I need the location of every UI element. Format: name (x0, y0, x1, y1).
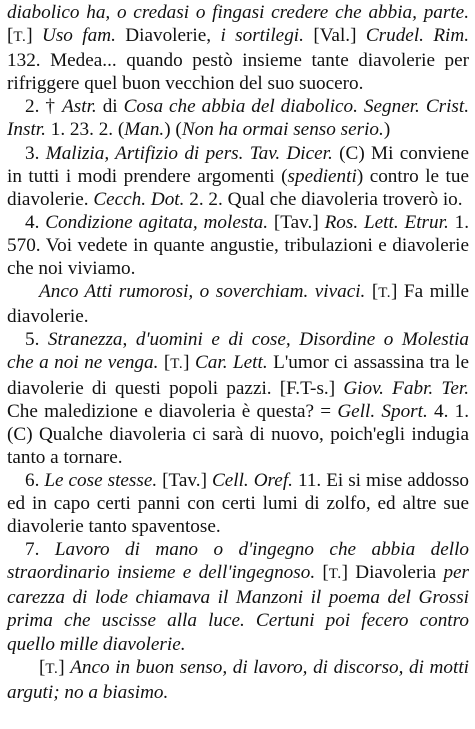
text-segment: Diavolerie, (125, 25, 212, 47)
text-segment: Lavoro di mano o d'ingegno che abbia dello straordinario insieme e dell'ingegnoso. (7, 539, 470, 584)
source-tag: T. (45, 660, 59, 677)
sense-number: 2. † (25, 96, 63, 118)
source-tag: [Val.] (313, 25, 357, 47)
citation: Gell. Sport. (337, 400, 428, 422)
citation: Crudel. Rim. (365, 25, 470, 47)
text-segment: diabolico ha, o credasi o fingasi credere che abbia, parte. (7, 2, 469, 23)
source-tag: T. (378, 285, 392, 302)
text-segment: 11. Ei si mise addosso ed in capo certi panni con certi lumi di zolfo, ed altre sue diavolerie tanto spaventose. (7, 469, 470, 538)
text-segment: [ (315, 562, 329, 584)
sense-4-sub (7, 280, 469, 328)
sense-number: 3. (25, 142, 46, 164)
text-segment: ] (183, 352, 195, 374)
sense-7 (7, 538, 469, 655)
sense-6 (7, 469, 469, 538)
text-segment: spedienti (287, 165, 357, 187)
text-segment: (C) Mi conviene in tutti i modi prendere argomenti ( (7, 142, 469, 187)
text-segment: ) (383, 119, 391, 141)
source-tag: T. (170, 356, 184, 373)
citation: Car. Lett. (194, 352, 268, 374)
source-tag: T. (328, 566, 342, 583)
text-segment: [ (158, 352, 171, 374)
text-segment: Che maledizione e diavoleria è questa? = (7, 400, 338, 422)
citation: Ros. Lett. Etrur. (324, 211, 449, 233)
text-segment: , (122, 329, 136, 351)
text-segment: Uso fam. (41, 25, 116, 47)
text-segment: [Tav.] (157, 469, 212, 491)
sense-number: 6. (25, 469, 45, 491)
source-tag: T. (13, 29, 27, 46)
text-segment: Le cose stesse. (44, 469, 158, 491)
citation: Cecch. Dot. (93, 188, 185, 210)
text-segment: 1. 570. Voi vedete in quante angustie, tribulazioni e diavolerie che noi viviamo. (7, 211, 469, 280)
text-segment: ] (58, 656, 71, 678)
sense-number: 4. (25, 211, 46, 233)
text-segment: ] Fa mille diavolerie. (7, 281, 470, 328)
sense-3 (7, 142, 469, 211)
text-segment: Anco in buon senso, di lavoro, di discorso, di motti arguti; no a biasimo. (7, 656, 469, 703)
text-segment: 1. 23. 2. ( (45, 119, 125, 141)
entry-continuation (7, 1, 469, 95)
text-segment: ) contro le tue diavolerie. (7, 165, 469, 210)
text-segment: Condizione agitata, molesta. (45, 211, 269, 233)
bracket: [ (7, 25, 14, 47)
bracket: [ (39, 656, 46, 678)
text-segment: ] Diavoleria (341, 562, 444, 584)
text-segment: 2. 2. Qual che diavoleria troverò io. (184, 188, 463, 210)
text-segment: Non ha ormai senso serio. (181, 119, 384, 141)
text-segment: Astr. (62, 96, 97, 118)
text-segment: per carezza di lode chiamava il Manzoni il poema del Grossi prima che uscisse alla luce. Certuni poi fecero contro quello mille diavolerie. (7, 562, 470, 655)
text-segment: d'uomini e di cose, Disordine o Molestia che a noi ne venga. (7, 329, 470, 374)
text-segment: [Tav.] (268, 211, 325, 233)
text-segment: di (96, 96, 124, 118)
text-segment: 132. Medea... quando pestò insieme tante diavolerie per rifriggere quel buon vecchion del suo suocero. (7, 50, 469, 95)
text-segment: L'umor ci assassina tra le diavolerie di questi popoli pazzi. [F.T-s.] (7, 352, 470, 399)
bracket: ] (26, 25, 33, 47)
citation: Giov. Fabr. Ter. (343, 377, 469, 399)
text-segment: Cosa che abbia del diabolico. Segner. Crist. Instr. (7, 96, 470, 141)
text-segment: [ (365, 281, 379, 303)
sense-4 (7, 211, 469, 280)
text-segment: Malizia, Artifizio di pers. Tav. Dicer. (45, 142, 333, 164)
sense-number: 5. (25, 329, 48, 351)
text-segment: Stranezza (47, 329, 123, 351)
text-segment: i sortilegi. (220, 25, 304, 47)
text-segment: ) ( (164, 119, 182, 141)
sense-7-sub (7, 656, 469, 704)
sense-5 (7, 328, 469, 469)
text-segment: Anco Atti rumorosi, o soverchiam. vivaci. (39, 281, 366, 303)
sense-number: 7. (25, 539, 55, 561)
text-segment: Man. (124, 119, 165, 141)
text-segment: 4. 1. (C) Qualche diavoleria ci sarà di nuovo, poich'egli indugia tanto a tornare. (7, 400, 469, 468)
citation: Cell. Oref. (211, 469, 293, 491)
sense-2 (7, 95, 469, 141)
